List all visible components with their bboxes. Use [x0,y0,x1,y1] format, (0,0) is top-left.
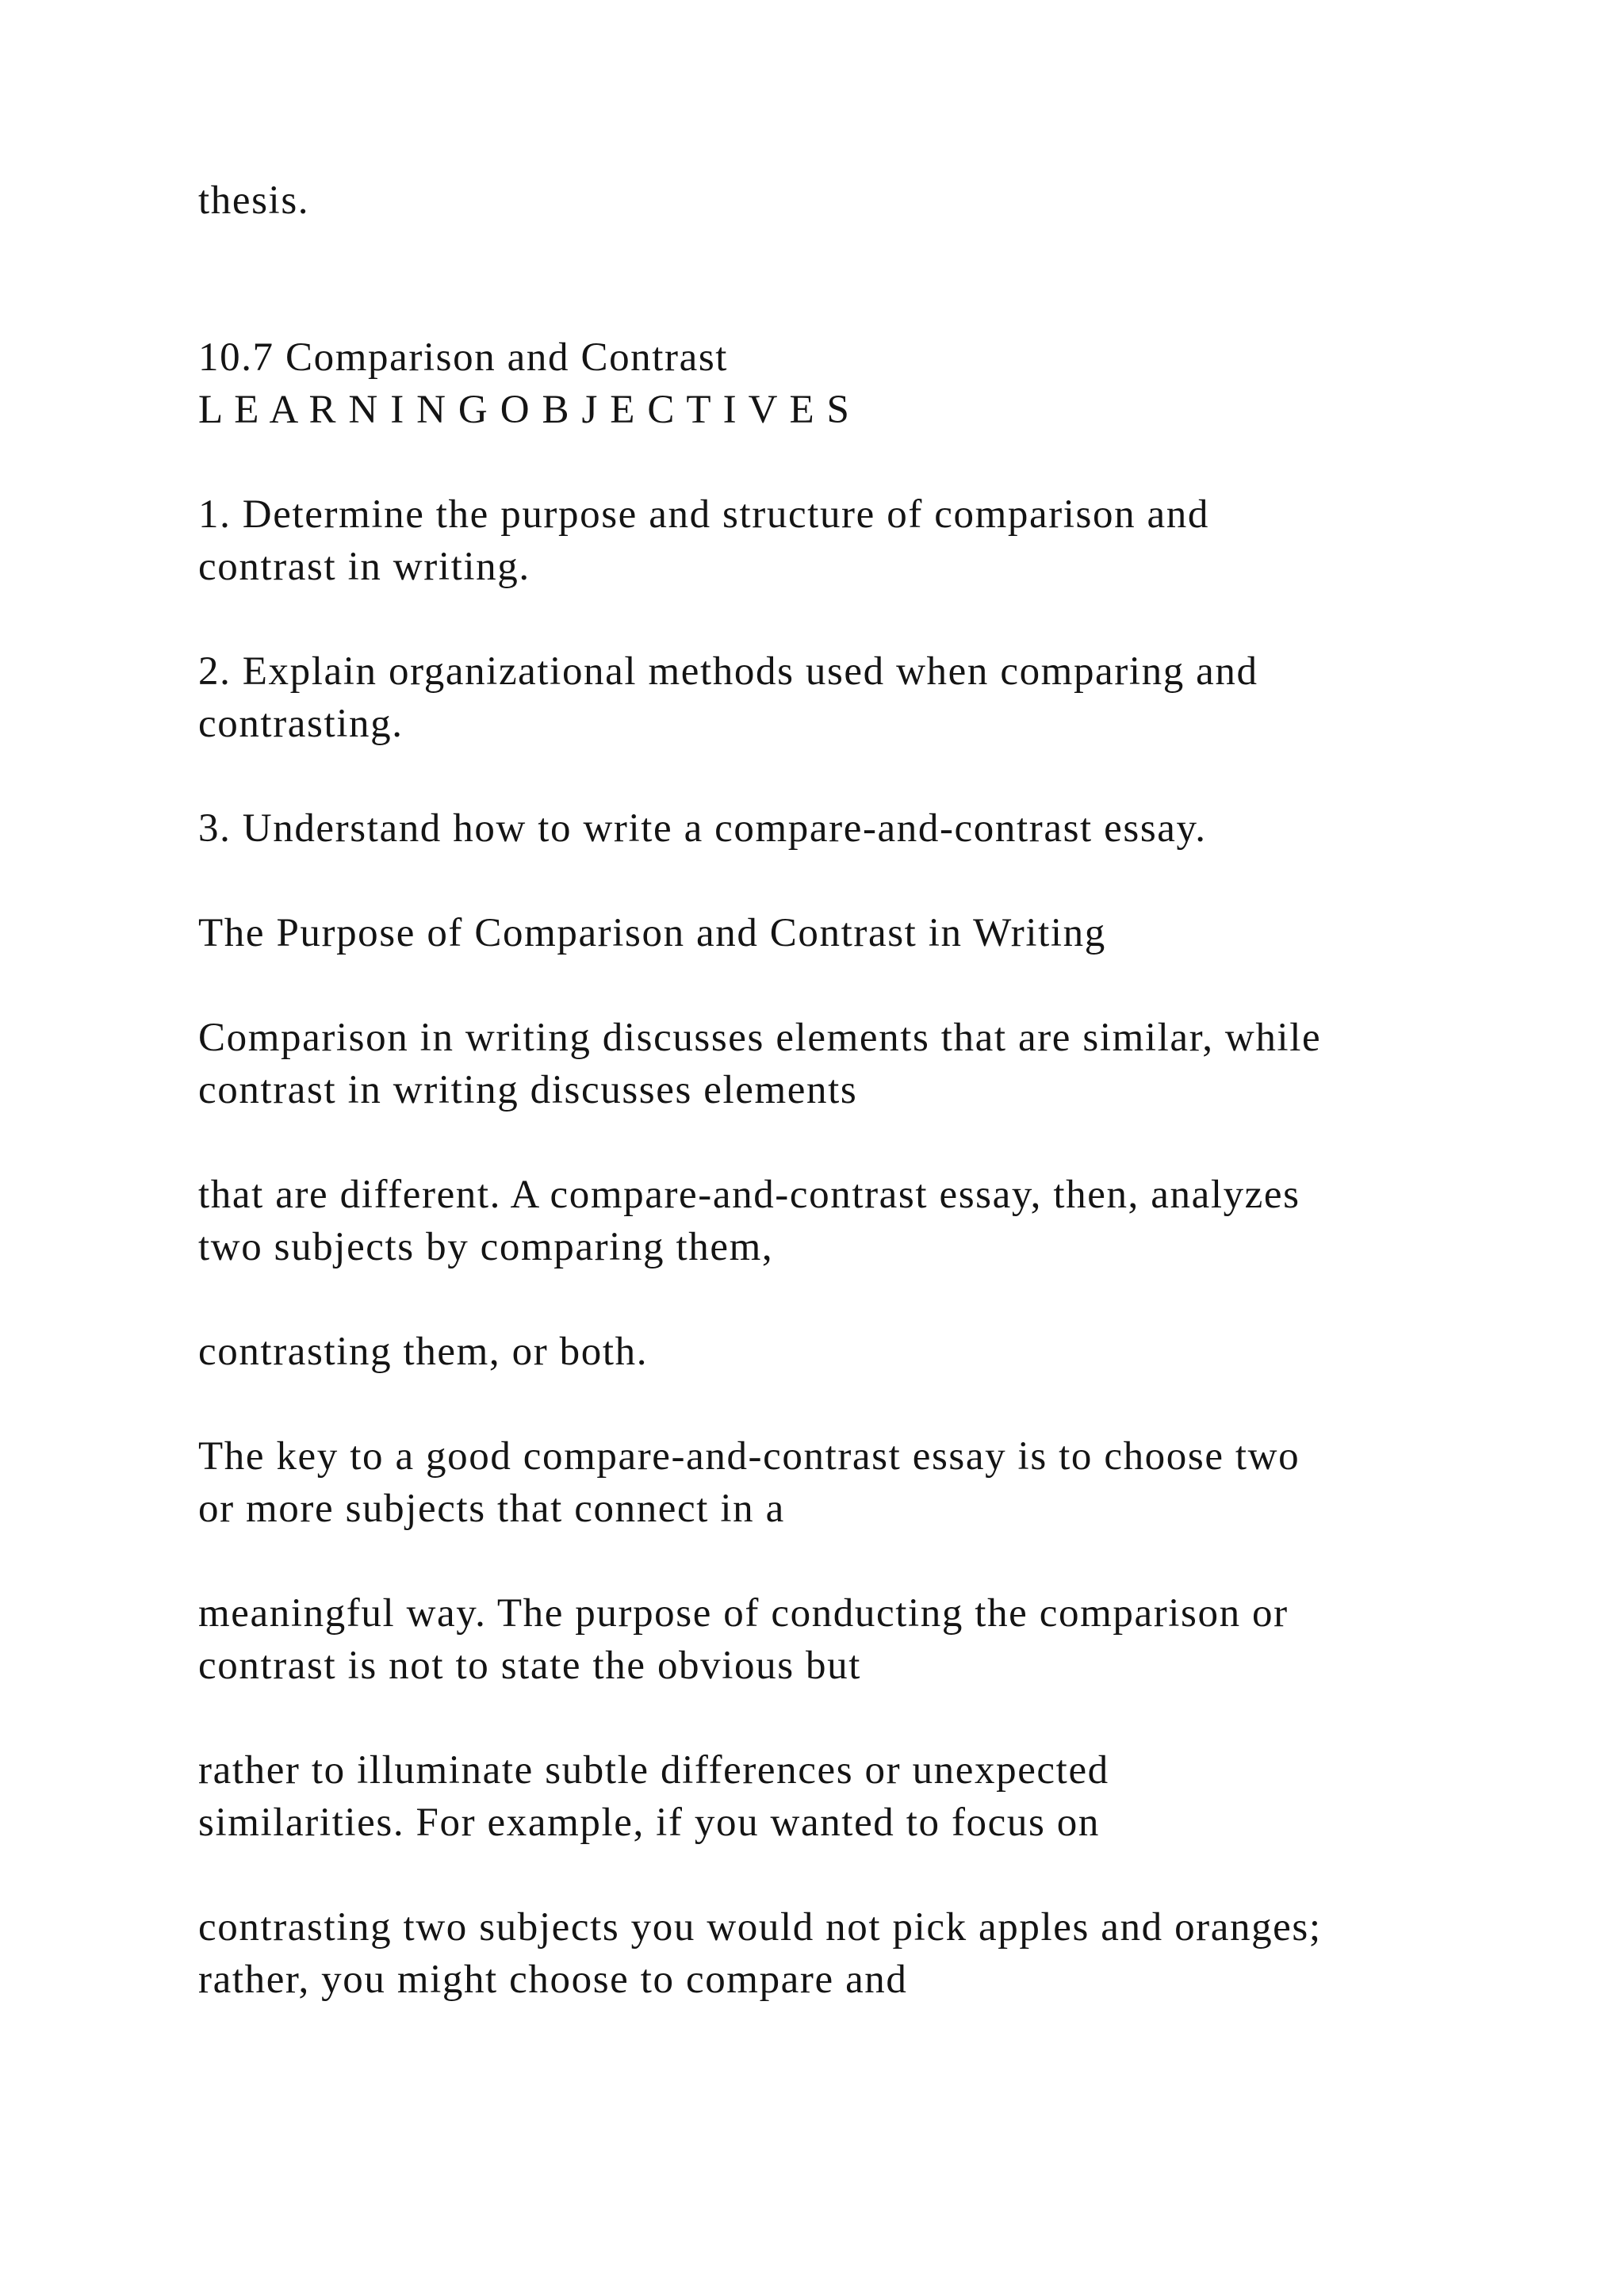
paragraph-line: contrast in writing discusses elements [198,1068,858,1112]
section-title: 10.7 Comparison and Contrast [198,335,729,380]
spacer [198,1378,1499,1430]
objectives-heading: L E A R N I N G O B J E C T I V E S [198,388,851,432]
paragraph-line: meaningful way. The purpose of conducting the comparison or [198,1591,1289,1636]
paragraph-line: Comparison in writing discusses elements that are similar, while [198,1016,1322,1060]
spacer [198,750,1499,802]
subheading: The Purpose of Comparison and Contrast in Writing [198,911,1106,955]
objective-2-line-2: contrasting. [198,702,404,746]
objective-1-line-2: contrast in writing. [198,545,530,589]
paragraph-line: contrast is not to state the obvious but [198,1644,861,1688]
paragraph-line: contrasting them, or both. [198,1330,649,1374]
spacer [198,1535,1499,1587]
paragraph-line: contrasting two subjects you would not pick apples and oranges; [198,1905,1322,1950]
document-page [198,174,1499,2006]
spacer [198,1273,1499,1326]
objective-1-line-1: 1. Determine the purpose and structure of comparison and [198,492,1209,537]
spacer [198,227,1499,331]
paragraph-line: two subjects by comparing them, [198,1225,774,1269]
spacer [198,959,1499,1012]
spacer [198,1849,1499,1901]
paragraph-line: The key to a good compare-and-contrast essay is to choose two [198,1434,1300,1479]
paragraph-line: that are different. A compare-and-contrast essay, then, analyzes [198,1173,1300,1217]
spacer [198,593,1499,645]
paragraph-line: similarities. For example, if you wanted to focus on [198,1800,1100,1845]
lead-text: thesis. [198,178,310,223]
objective-3: 3. Understand how to write a compare-and-contrast essay. [198,806,1207,851]
spacer [198,436,1499,488]
spacer [198,1692,1499,1744]
spacer [198,1116,1499,1169]
paragraph-line: rather, you might choose to compare and [198,1957,908,2002]
paragraph-line: rather to illuminate subtle differences or unexpected [198,1748,1109,1793]
spacer [198,855,1499,907]
paragraph-line: or more subjects that connect in a [198,1487,785,1531]
objective-2-line-1: 2. Explain organizational methods used when comparing and [198,649,1258,694]
